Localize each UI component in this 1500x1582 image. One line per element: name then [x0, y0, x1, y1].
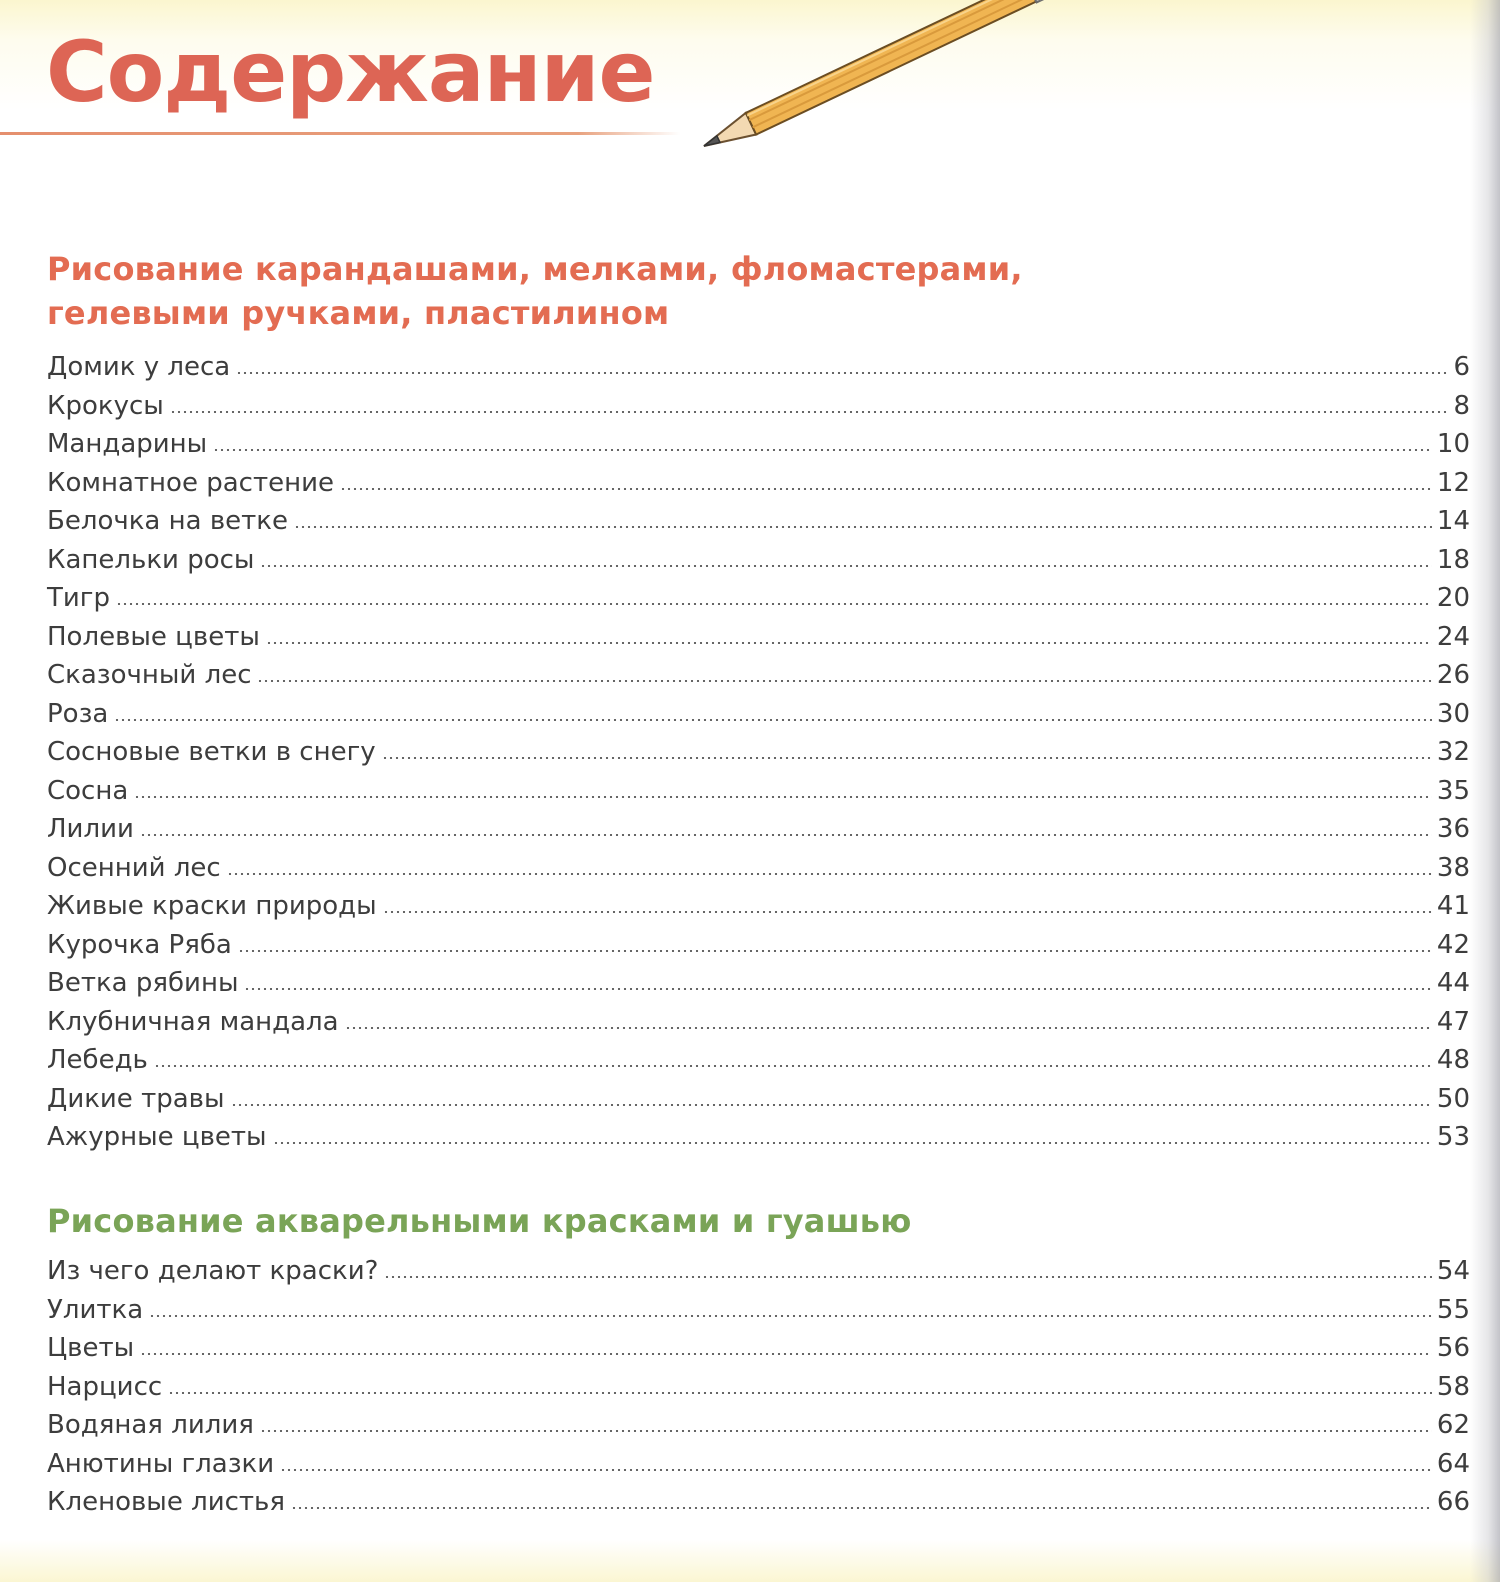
toc-entry-page-number: 41	[1436, 891, 1470, 921]
toc-entry-title: Нарцисс	[47, 1371, 163, 1402]
page-gutter-shadow	[1470, 0, 1500, 1582]
toc-entry-page-number: 35	[1436, 775, 1470, 806]
toc-entry-title: Дикие травы	[47, 1083, 225, 1114]
toc-entry[interactable]	[47, 1368, 1470, 1407]
toc-dot-leader	[134, 796, 1432, 798]
toc-entry[interactable]	[47, 1003, 1470, 1042]
toc-dot-leader	[384, 1276, 1432, 1278]
section-heading-line1: Рисование карандашами, мелками, фломастерами,	[47, 250, 1023, 288]
toc-entry[interactable]	[47, 579, 1470, 618]
toc-entry-title: Комнатное растение	[47, 467, 334, 498]
toc-entry-title: Сказочный лес	[47, 660, 252, 690]
toc-entry-page-number: 62	[1436, 1410, 1470, 1440]
toc-list-watercolor	[47, 1252, 1470, 1522]
toc-dot-leader	[257, 680, 1431, 682]
toc-entry-title: Крокусы	[47, 390, 164, 421]
toc-entry[interactable]	[47, 1080, 1470, 1119]
toc-entry-page-number: 36	[1436, 814, 1470, 844]
toc-entry-title: Домик у леса	[47, 352, 231, 382]
toc-entry-title: Ветка рябины	[47, 968, 239, 998]
toc-entry-title: Анютины глазки	[47, 1448, 275, 1479]
toc-entry-page-number: 26	[1436, 660, 1470, 690]
toc-entry[interactable]	[47, 1118, 1470, 1157]
toc-entry[interactable]	[47, 849, 1470, 888]
toc-dot-leader	[116, 603, 1432, 605]
toc-entry[interactable]	[47, 1291, 1470, 1330]
toc-entry-title: Роза	[47, 698, 109, 729]
toc-entry[interactable]	[47, 733, 1470, 772]
section-heading-watercolor: Рисование акварельными красками и гуашью	[47, 1202, 912, 1240]
toc-entry-title: Полевые цветы	[47, 621, 260, 652]
toc-entry-page-number: 42	[1436, 929, 1470, 960]
toc-dot-leader	[227, 873, 1432, 875]
toc-dot-leader	[140, 1353, 1432, 1355]
toc-entry-page-number: 50	[1436, 1083, 1470, 1114]
toc-entry-title: Ажурные цветы	[47, 1122, 267, 1152]
toc-entry[interactable]	[47, 656, 1470, 695]
toc-entry[interactable]	[47, 1483, 1470, 1522]
toc-entry-page-number: 56	[1436, 1333, 1470, 1363]
toc-entry-page-number: 53	[1436, 1122, 1470, 1152]
toc-dot-leader	[266, 642, 1432, 644]
toc-entry-title: Клубничная мандала	[47, 1006, 339, 1037]
toc-entry-title: Осенний лес	[47, 852, 221, 883]
toc-dot-leader	[213, 449, 1432, 451]
toc-dot-leader	[383, 911, 1432, 913]
toc-entry-page-number: 10	[1436, 429, 1470, 459]
toc-entry[interactable]	[47, 964, 1470, 1003]
toc-entry[interactable]	[47, 1329, 1470, 1368]
toc-entry-title: Лебедь	[47, 1045, 148, 1075]
toc-dot-leader	[291, 1507, 1432, 1509]
toc-entry-title: Водяная лилия	[47, 1410, 254, 1440]
section-heading-pencils	[47, 247, 1027, 335]
toc-dot-leader	[273, 1142, 1432, 1144]
toc-dot-leader	[154, 1065, 1432, 1067]
toc-dot-leader	[114, 719, 1432, 721]
toc-entry-page-number: 58	[1436, 1371, 1470, 1402]
toc-entry[interactable]	[47, 348, 1470, 387]
toc-dot-leader	[340, 488, 1432, 490]
toc-entry-page-number: 24	[1436, 621, 1470, 652]
toc-list-pencils	[47, 348, 1470, 1157]
toc-dot-leader	[294, 526, 1432, 528]
toc-entry-title: Улитка	[47, 1294, 144, 1325]
toc-entry[interactable]	[47, 618, 1470, 657]
page-title: Содержание	[46, 23, 655, 121]
toc-entry[interactable]	[47, 926, 1470, 965]
toc-entry-page-number: 6	[1453, 352, 1470, 382]
toc-entry[interactable]	[47, 1252, 1470, 1291]
toc-entry-page-number: 14	[1436, 506, 1470, 536]
toc-entry[interactable]	[47, 1041, 1470, 1080]
toc-dot-leader	[244, 988, 1431, 990]
toc-entry-page-number: 20	[1436, 583, 1470, 613]
section-heading-line2: гелевыми ручками, пластилином	[47, 294, 670, 332]
toc-entry-page-number: 44	[1436, 968, 1470, 998]
toc-entry[interactable]	[47, 1445, 1470, 1484]
toc-dot-leader	[238, 950, 1432, 952]
toc-entry[interactable]	[47, 695, 1470, 734]
toc-entry-page-number: 8	[1453, 390, 1470, 421]
pencil-illustration-icon	[690, 0, 1100, 170]
toc-entry[interactable]	[47, 425, 1470, 464]
toc-entry[interactable]	[47, 772, 1470, 811]
toc-entry-title: Сосновые ветки в снегу	[47, 737, 376, 767]
toc-dot-leader	[236, 372, 1448, 374]
toc-entry-title: Капельки росы	[47, 544, 255, 575]
toc-entry[interactable]	[47, 464, 1470, 503]
toc-entry-page-number: 30	[1436, 698, 1470, 729]
toc-dot-leader	[149, 1315, 1432, 1317]
toc-entry-page-number: 12	[1436, 467, 1470, 498]
toc-dot-leader	[260, 1430, 1432, 1432]
toc-entry-page-number: 18	[1436, 544, 1470, 575]
toc-dot-leader	[280, 1469, 1432, 1471]
toc-entry-title: Цветы	[47, 1333, 135, 1363]
toc-entry-title: Белочка на ветке	[47, 506, 288, 536]
toc-dot-leader	[170, 411, 1449, 413]
toc-entry-title: Курочка Ряба	[47, 929, 232, 960]
toc-dot-leader	[168, 1392, 1432, 1394]
toc-entry-title: Мандарины	[47, 429, 208, 459]
toc-entry-title: Лилии	[47, 814, 134, 844]
toc-entry-title: Тигр	[47, 583, 110, 613]
toc-entry[interactable]	[47, 541, 1470, 580]
toc-entry-page-number: 38	[1436, 852, 1470, 883]
toc-dot-leader	[231, 1104, 1432, 1106]
toc-dot-leader	[260, 565, 1431, 567]
toc-entry-title: Живые краски природы	[47, 891, 377, 921]
toc-entry-page-number: 48	[1436, 1045, 1470, 1075]
toc-entry[interactable]	[47, 387, 1470, 426]
toc-entry[interactable]	[47, 887, 1470, 926]
toc-entry-page-number: 32	[1436, 737, 1470, 767]
toc-entry-page-number: 66	[1436, 1487, 1470, 1517]
toc-dot-leader	[140, 834, 1432, 836]
toc-entry[interactable]	[47, 502, 1470, 541]
toc-dot-leader	[382, 757, 1432, 759]
toc-entry[interactable]	[47, 810, 1470, 849]
toc-entry-page-number: 54	[1436, 1256, 1470, 1286]
toc-entry-title: Сосна	[47, 775, 129, 806]
toc-entry-title: Кленовые листья	[47, 1487, 286, 1517]
toc-dot-leader	[345, 1027, 1432, 1029]
toc-entry-title: Из чего делают краски?	[47, 1256, 379, 1286]
toc-entry[interactable]	[47, 1406, 1470, 1445]
title-underline	[0, 132, 680, 135]
toc-entry-page-number: 64	[1436, 1448, 1470, 1479]
toc-entry-page-number: 47	[1436, 1006, 1470, 1037]
toc-entry-page-number: 55	[1436, 1294, 1470, 1325]
